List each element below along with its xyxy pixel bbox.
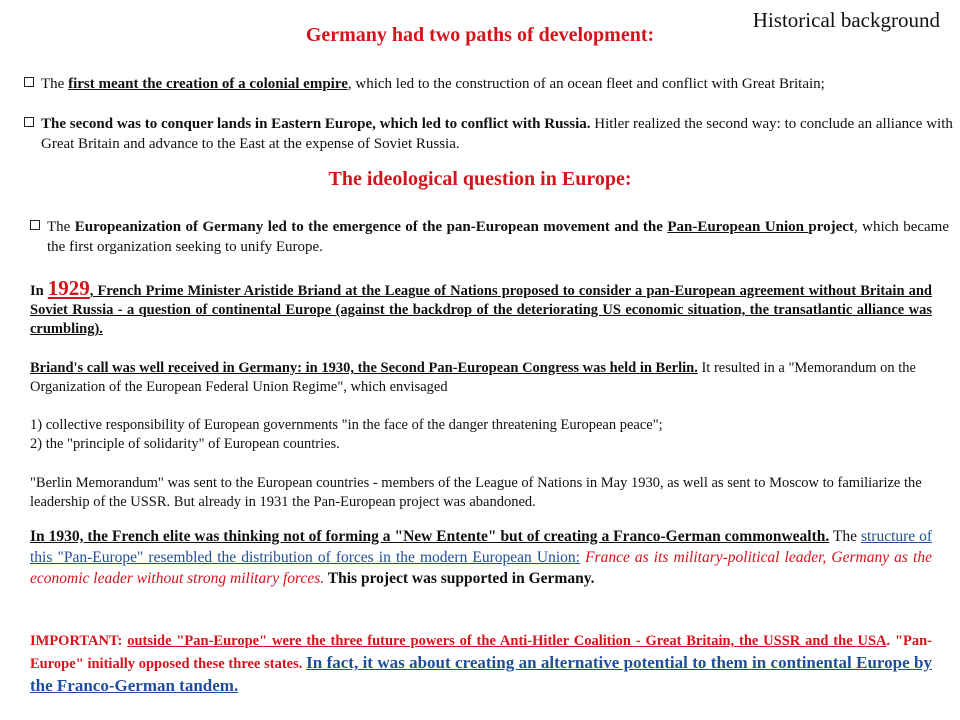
- bullet-text-underlined: Pan-European Union: [667, 219, 809, 235]
- section-heading-paths: Germany had two paths of development:: [305, 24, 655, 46]
- para-elite-red: France as its military-political leader, Germany as the economic leader without strong military forces.: [30, 549, 932, 587]
- section-heading-ideological: The ideological question in Europe:: [328, 168, 632, 190]
- bullet-text-bold2: project: [808, 219, 854, 235]
- list-memorandum-points: [30, 416, 932, 454]
- checkbox-bullet-icon: [24, 117, 34, 127]
- paragraph-important: [30, 631, 932, 698]
- para-1929-in: In: [30, 283, 48, 299]
- important-label: IMPORTANT:: [30, 633, 128, 649]
- para-elite-blue: structure of this "Pan-Europe" resembled the distribution of forces in the modern European Union:: [30, 528, 932, 566]
- paragraph-1929: [30, 276, 932, 339]
- important-mid: . "Pan-Europe" initially opposed these three states.: [30, 633, 932, 672]
- bullet-eastern-europe: [24, 114, 956, 154]
- para-1929-part1: , French Prime Minister Aristide: [89, 283, 294, 299]
- bullet-text-prefix: The: [47, 219, 75, 235]
- paragraph-briand-call: [30, 359, 932, 397]
- bullet-text-underlined: first meant the creation of a colonial empire: [68, 76, 348, 92]
- checkbox-bullet-icon: [30, 220, 40, 230]
- bullet-text-rest: , which became the first organization seeking to unify Europe.: [47, 219, 949, 255]
- para-elite-bold: In 1930, the French elite was thinking not of forming a "New Entente" but of creating a Franco-German commonwealth.: [30, 528, 830, 545]
- checkbox-bullet-icon: [24, 77, 34, 87]
- para-briand-bold: Briand's call was well received in Germany: in 1930, the Second Pan-European Congress was held in Berlin.: [30, 360, 698, 376]
- paragraph-french-elite: [30, 526, 932, 589]
- bullet-text-bold: The second was to conquer lands in Eastern Europe, which led to conflict with Russia.: [41, 116, 591, 132]
- bullet-text-bold: Europeanization of Germany led to the emergence of the pan-European movement and the: [74, 219, 668, 235]
- bullet-text-rest: Hitler realized the second way: to conclude an alliance with Great Britain and advance to the East at the expense of Soviet Russia.: [41, 116, 953, 152]
- list-item: 1) collective responsibility of European governments "in the face of the danger threatening European peace";: [30, 417, 663, 433]
- bullet-colonial-empire: [24, 74, 956, 94]
- bullet-text-rest: , which led to the construction of an ocean fleet and conflict with Great Britain;: [347, 76, 825, 92]
- list-item: 2) the "principle of solidarity" of European countries.: [30, 436, 340, 452]
- para-elite-the: The: [829, 528, 861, 545]
- para-briand-rest: It resulted in a "Memorandum on the Organization of the European Federal Union Regime", which envisaged: [30, 360, 916, 395]
- important-underlined: outside "Pan-Europe" were the three future powers of the Anti-Hitler Coalition - Great Britain, the USSR and the USA: [127, 633, 887, 649]
- corner-title: Historical background: [752, 8, 940, 32]
- year-1929: 1929: [47, 276, 90, 300]
- paragraph-berlin-memorandum: "Berlin Memorandum" was sent to the European countries - members of the League of Nations in May 1930, as well as sent to Moscow to familiarize the leadership of the USSR. But already in 1931 the Pan-European project was abandoned.: [30, 475, 922, 510]
- para-1929-part2: Briand at the League of Nations proposed to consider a pan-European agreement without Britain and Soviet Russia - a question of continental Europe (against the backdrop of the deteriorating US economic situation, the transatlantic alliance was crumbling).: [30, 283, 932, 337]
- bullet-europeanization: [30, 217, 949, 257]
- important-blue: In fact, it was about creating an alternative potential to them in continental Europe by the Franco-German tandem.: [30, 653, 932, 695]
- para-elite-end: This project was supported in Germany.: [324, 570, 595, 587]
- bullet-text-prefix: The: [41, 76, 69, 92]
